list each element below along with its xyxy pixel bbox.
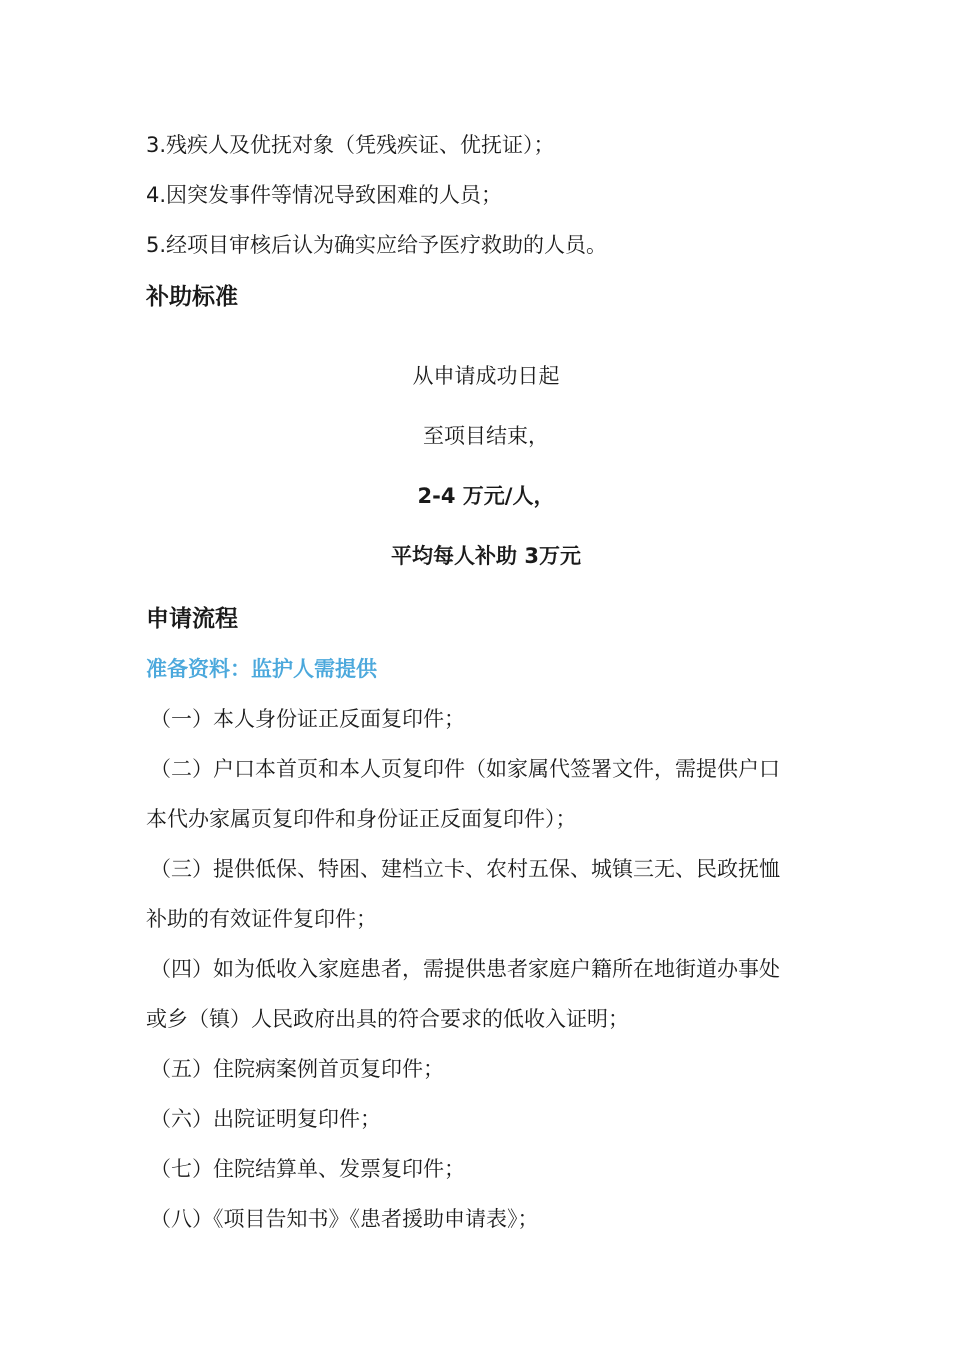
material-item: （六）出院证明复印件； [150, 1107, 381, 1131]
eligibility-item: 4.因突发事件等情况导致困难的人员； [146, 183, 503, 207]
material-item-continuation: 或乡（镇）人民政府出具的符合要求的低收入证明； [146, 1007, 629, 1031]
material-item: （一）本人身份证正反面复印件； [150, 707, 465, 731]
process-heading: 申请流程 [146, 606, 238, 632]
material-item-continuation: 本代办家属页复印件和身份证正反面复印件）； [146, 807, 577, 831]
subsidy-amount-range: 2-4 万元/人， [417, 484, 555, 508]
subsidy-standard-block [146, 346, 826, 586]
material-item: （二）户口本首页和本人页复印件（如家属代签署文件，需提供户口 [150, 757, 780, 781]
material-item: （四）如为低收入家庭患者，需提供患者家庭户籍所在地街道办事处 [150, 957, 780, 981]
material-item: （三）提供低保、特困、建档立卡、农村五保、城镇三无、民政抚恤 [150, 857, 780, 881]
subsidy-line: 从申请成功日起 [412, 364, 560, 388]
material-item: （八）《项目告知书》《患者援助申请表》； [150, 1207, 539, 1231]
materials-title: 准备资料：监护人需提供 [146, 657, 377, 681]
eligibility-item: 5.经项目审核后认为确实应给予医疗救助的人员。 [146, 233, 608, 257]
subsidy-heading: 补助标准 [146, 284, 238, 310]
subsidy-average: 平均每人补助 3万元 [391, 544, 581, 568]
subsidy-line: 至项目结束， [423, 424, 549, 448]
material-item: （七）住院结算单、发票复印件； [150, 1157, 465, 1181]
document-page [146, 120, 826, 1244]
eligibility-item: 3.残疾人及优抚对象（凭残疾证、优抚证）； [146, 133, 555, 157]
material-item-continuation: 补助的有效证件复印件； [146, 907, 377, 931]
material-item: （五）住院病案例首页复印件； [150, 1057, 444, 1081]
